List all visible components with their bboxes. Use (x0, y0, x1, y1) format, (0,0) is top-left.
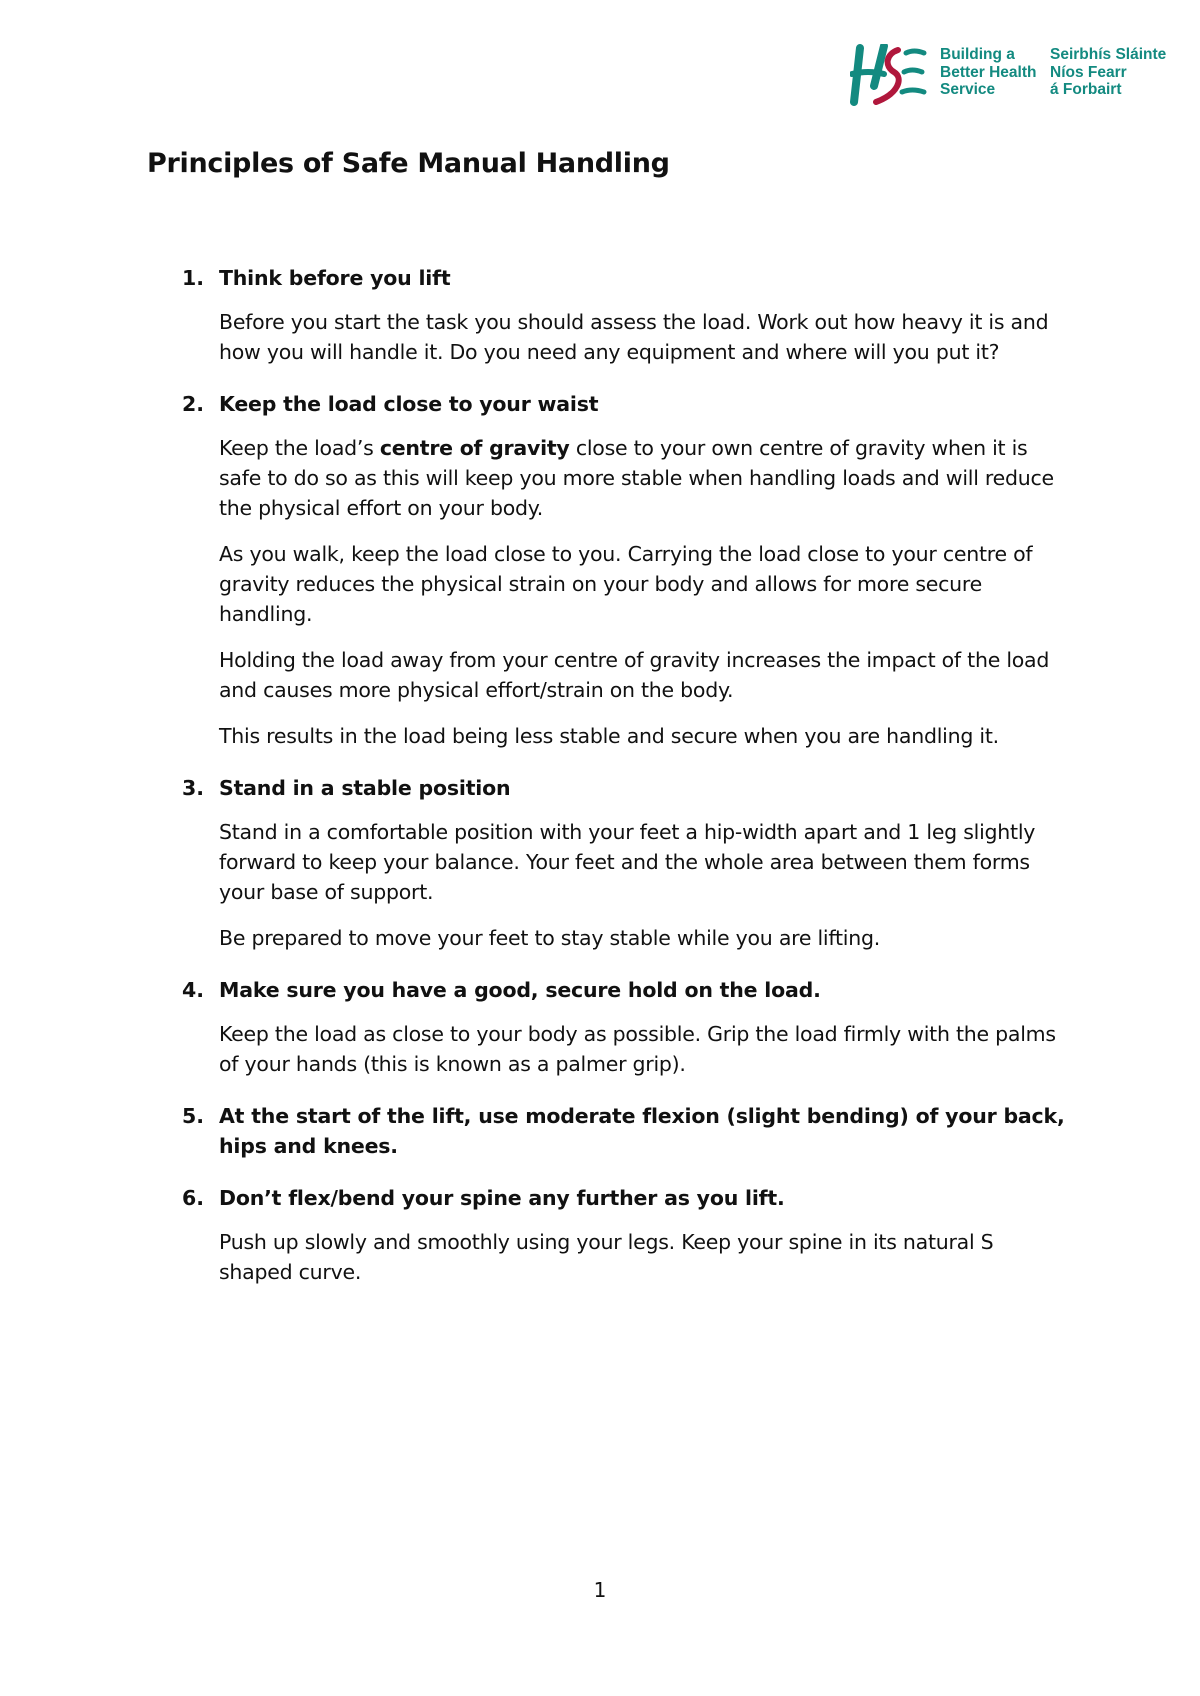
principles-list (147, 263, 1067, 1303)
logo-tagline-line: Better Health (940, 63, 1037, 81)
item-paragraph: Holding the load away from your centre of gravity increases the impact of the load and causes more physical effort/strain on the body. (219, 648, 1050, 702)
item-heading: Keep the load close to your waist (219, 392, 599, 416)
list-item (147, 1101, 1067, 1161)
item-paragraph: Push up slowly and smoothly using your legs. Keep your spine in its natural S shaped curve. (219, 1230, 994, 1284)
logo-tagline-line: Service (940, 81, 996, 98)
item-number: 3. (182, 776, 205, 800)
item-heading: At the start of the lift, use moderate flexion (slight bending) of your back, hips and knees. (219, 1104, 1065, 1158)
hse-logo (850, 44, 1170, 104)
page-number: 1 (593, 1578, 607, 1602)
list-item (147, 263, 1067, 367)
logo-tagline-irish (1050, 46, 1166, 99)
item-paragraph: As you walk, keep the load close to you. Carrying the load close to your centre of gravity reduces the physical strain on your body and allows for more secure handling. (219, 542, 1033, 626)
item-paragraph (219, 433, 1067, 523)
paragraph-text: Keep the load’s (219, 436, 380, 460)
logo-tagline-line: Building a (940, 46, 1015, 63)
emphasis-text: centre of gravity (379, 436, 570, 460)
logo-tagline-line: Níos Fearr (1050, 63, 1127, 81)
item-paragraph: Keep the load as close to your body as possible. Grip the load firmly with the palms of your hands (this is known as a palmer grip). (219, 1022, 1056, 1076)
item-heading: Don’t flex/bend your spine any further as you lift. (219, 1186, 785, 1210)
item-heading: Stand in a stable position (219, 776, 511, 800)
list-item (147, 1183, 1067, 1287)
item-paragraph: Before you start the task you should assess the load. Work out how heavy it is and how you will handle it. Do you need any equipment and where will you put it? (219, 310, 1049, 364)
item-number: 2. (182, 392, 205, 416)
page-title: Principles of Safe Manual Handling (147, 148, 670, 179)
logo-tagline-line: Seirbhís Sláinte (1050, 46, 1167, 63)
item-number: 5. (182, 1104, 205, 1128)
item-paragraph: Be prepared to move your feet to stay stable while you are lifting. (219, 926, 880, 950)
list-item (147, 773, 1067, 953)
item-paragraph: Stand in a comfortable position with your feet a hip-width apart and 1 leg slightly forward to keep your balance. Your feet and the whole area between them forms your base of support. (219, 820, 1036, 904)
item-number: 1. (182, 266, 205, 290)
logo-tagline-line: á Forbairt (1050, 81, 1122, 98)
item-paragraph: This results in the load being less stable and secure when you are handling it. (219, 724, 999, 748)
item-number: 6. (182, 1186, 205, 1210)
list-item (147, 975, 1067, 1079)
item-heading: Make sure you have a good, secure hold on the load. (219, 978, 821, 1002)
item-heading: Think before you lift (219, 266, 451, 290)
logo-tagline-english (940, 46, 1036, 99)
paragraph-text: close to your own centre of gravity when it is safe to do so as this will keep you more stable when handling loads and will reduce the physical effort on your body. (219, 436, 1054, 520)
list-item (147, 389, 1067, 751)
hse-logo-mark (850, 44, 934, 106)
item-number: 4. (182, 978, 205, 1002)
